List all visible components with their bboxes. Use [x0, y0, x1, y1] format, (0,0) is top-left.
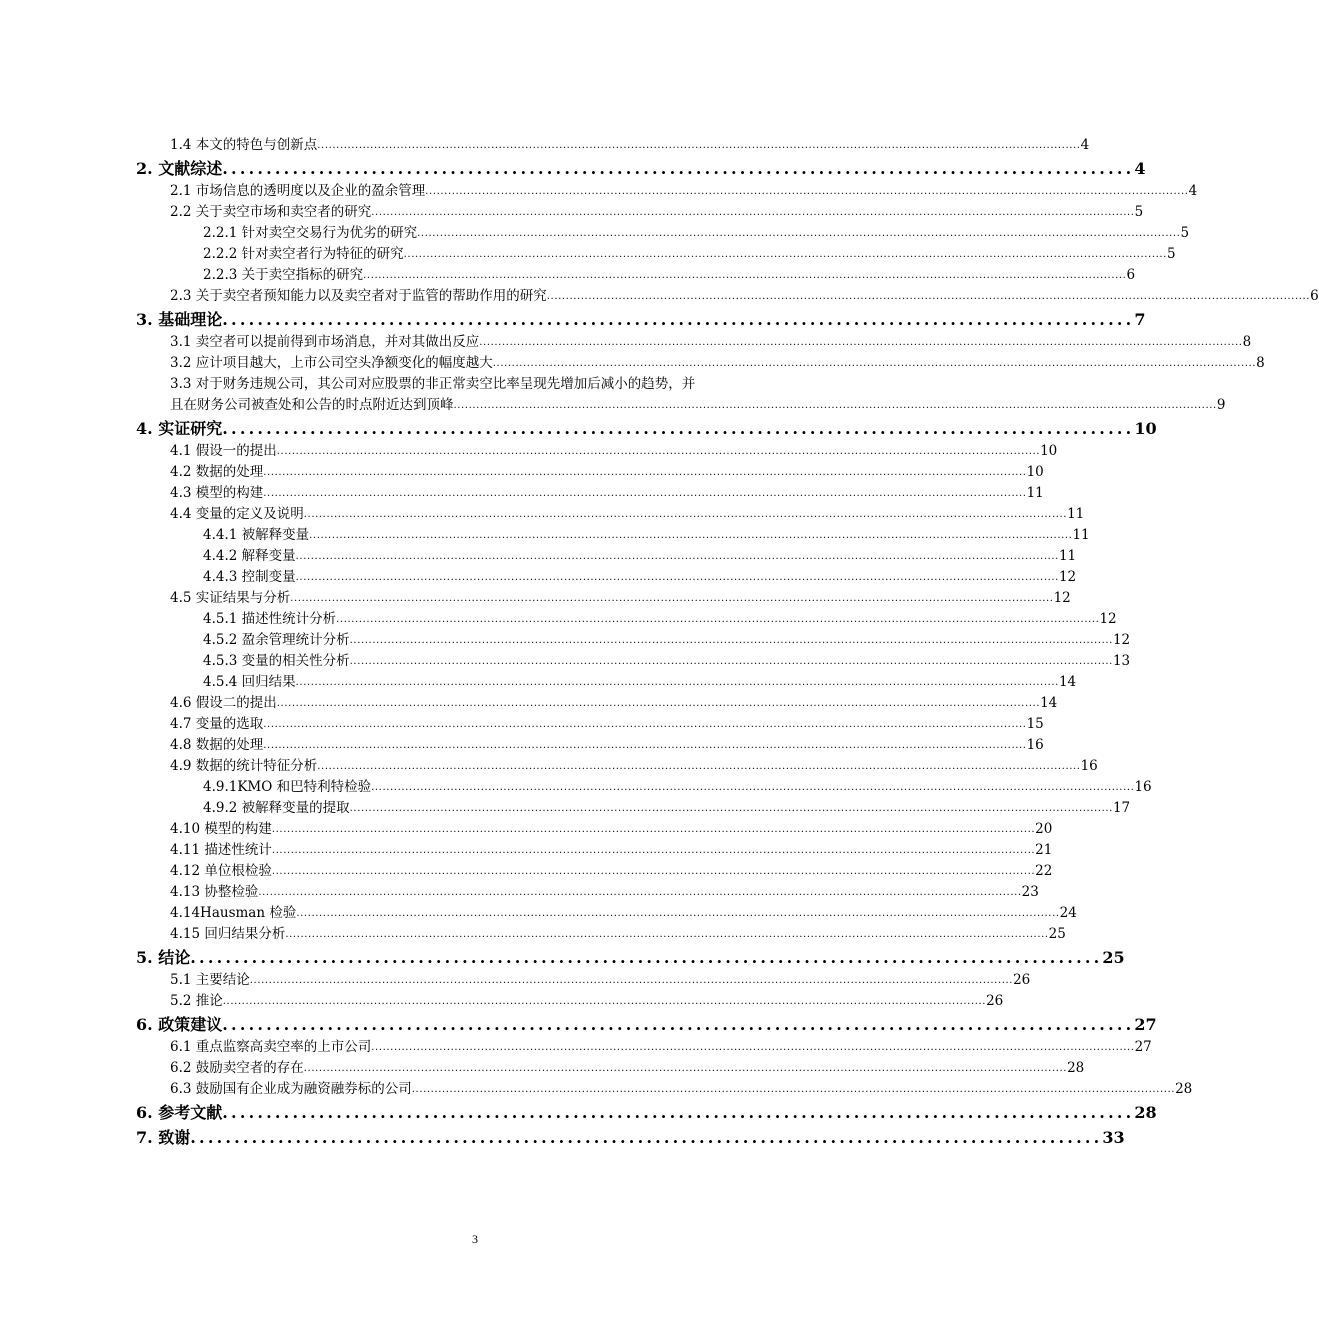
toc-chapter-title: 5. 结论 [136, 948, 191, 967]
toc-subentry[interactable] [203, 244, 1176, 265]
dot-leader: .......................................................................................................................................................................................................... [317, 761, 1081, 772]
dot-leader: .......................................................................................................................................................................................................... [249, 975, 1014, 986]
toc-entry[interactable] [170, 353, 1265, 374]
toc-entry-title: 5.2 推论 [170, 993, 223, 1009]
page-number-footer: 3 [472, 1232, 478, 1246]
dot-leader: .......................................................................................................................................................................................................... [492, 358, 1257, 369]
dot-leader: .......................................................................................................................................................................................................... [317, 140, 1081, 151]
toc-entry-title: 4.9 数据的统计特征分析 [170, 758, 318, 774]
toc-page-number: 16 [1080, 758, 1098, 774]
toc-page-number: 15 [1026, 716, 1044, 732]
toc-entry-title: 3.2 应计项目越大，上市公司空头净额变化的幅度越大 [170, 355, 493, 371]
toc-entry-title: 4.12 单位根检验 [170, 863, 272, 879]
dot-leader: .......................................................................................................................................................................................................... [453, 400, 1217, 411]
dot-leader: .......................................................................................................................................................................................................... [295, 677, 1059, 688]
toc-entry[interactable] [170, 181, 1198, 202]
toc-entry[interactable] [170, 819, 1053, 840]
toc-page-number: 20 [1035, 821, 1053, 837]
toc-entry-title-line2: 且在财务公司被查处和公告的时点附近达到顶峰 [170, 397, 454, 413]
toc-entry-title-line1: 3.3 对于财务违规公司，其公司对应股票的非正常卖空比率呈现先增加后减小的趋势，并 [170, 376, 696, 392]
toc-page-number: 33 [1102, 1128, 1125, 1147]
dot-leader: .......................................................................................................................................................................................................... [295, 551, 1059, 562]
dot-leader: ........................................................................................................ [222, 310, 1135, 329]
toc-entry[interactable] [170, 882, 1039, 903]
dot-leader: ........................................................................................................ [222, 1015, 1135, 1034]
toc-entry[interactable] [170, 903, 1077, 924]
toc-entry-title: 4.5.1 描述性统计分析 [203, 611, 337, 627]
toc-chapter-title: 6. 参考文献 [136, 1103, 223, 1122]
toc-entry-title: 1.4 本文的特色与创新点 [170, 137, 318, 153]
toc-page-number: 12 [1112, 632, 1131, 648]
toc-page-number: 28 [1134, 1103, 1157, 1122]
dot-leader: .......................................................................................................................................................................................................... [263, 719, 1027, 730]
toc-page-number: 16 [1026, 737, 1044, 753]
toc-chapter-title: 7. 致谢 [136, 1128, 191, 1147]
toc-entry[interactable] [170, 1058, 1085, 1079]
toc-page-number: 25 [1048, 926, 1066, 942]
dot-leader: .......................................................................................................................................................................................................... [363, 270, 1127, 281]
toc-entry[interactable] [170, 483, 1044, 504]
toc-entry-title: 4.15 回归结果分析 [170, 926, 286, 942]
toc-chapter-entry[interactable] [136, 945, 1125, 970]
toc-page-number: 11 [1058, 548, 1077, 564]
toc-entry[interactable] [170, 504, 1085, 525]
dot-leader: .......................................................................................................................................................................................................... [263, 488, 1027, 499]
toc-entry-title: 2.2.3 关于卖空指标的研究 [203, 267, 364, 283]
toc-page-number: 4 [1134, 159, 1146, 178]
dot-leader: .......................................................................................................................................................................................................... [425, 186, 1189, 197]
toc-entry-title: 5.1 主要结论 [170, 972, 250, 988]
dot-leader: .......................................................................................................................................................................................................... [411, 1084, 1176, 1095]
toc-page-number: 12 [1058, 569, 1077, 585]
toc-entry[interactable] [170, 1079, 1193, 1100]
table-of-contents [0, 135, 1319, 1150]
toc-page-number: 22 [1035, 863, 1053, 879]
toc-entry-title: 4.8 数据的处理 [170, 737, 264, 753]
toc-page-number: 5 [1166, 246, 1176, 262]
toc-entry-title: 4.5.4 回归结果 [203, 674, 296, 690]
toc-entry[interactable] [170, 588, 1071, 609]
toc-page-number: 17 [1112, 800, 1131, 816]
toc-entry-title: 4.2 数据的处理 [170, 464, 264, 480]
dot-leader: .......................................................................................................................................................................................................... [263, 467, 1027, 478]
toc-chapter-title: 4. 实证研究 [136, 419, 223, 438]
toc-page-number: 7 [1134, 310, 1146, 329]
toc-entry-title: 4.14Hausman 检验 [170, 905, 297, 921]
toc-entry[interactable] [170, 1037, 1152, 1058]
toc-entry-title: 2.2.1 针对卖空交易行为优劣的研究 [203, 225, 418, 241]
toc-page-number: 8 [1256, 355, 1265, 371]
toc-entry-title: 4.5 实证结果与分析 [170, 590, 291, 606]
toc-entry-title: 6.3 鼓励国有企业成为融资融券标的公司 [170, 1081, 412, 1097]
toc-page-number: 4 [1080, 137, 1090, 153]
toc-chapter-entry[interactable] [136, 1100, 1157, 1125]
dot-leader: .......................................................................................................................................................................................................... [371, 207, 1135, 218]
toc-entry[interactable] [170, 135, 1090, 156]
toc-entry[interactable] [170, 756, 1098, 777]
toc-entry-title: 3.1 卖空者可以提前得到市场消息，并对其做出反应 [170, 334, 480, 350]
toc-page-number: 21 [1035, 842, 1053, 858]
toc-chapter-entry[interactable] [136, 156, 1146, 181]
toc-entry-title: 4.5.2 盈余管理统计分析 [203, 632, 350, 648]
toc-page-number: 14 [1058, 674, 1077, 690]
toc-subentry[interactable] [203, 609, 1117, 630]
toc-chapter-title: 3. 基础理论 [136, 310, 223, 329]
dot-leader: .......................................................................................................................................................................................................... [417, 228, 1181, 239]
dot-leader: .......................................................................................................................................................................................................... [271, 824, 1036, 835]
toc-page-number: 13 [1112, 653, 1131, 669]
toc-subentry[interactable] [203, 672, 1077, 693]
toc-subentry[interactable] [203, 567, 1077, 588]
toc-page-number: 12 [1099, 611, 1117, 627]
dot-leader: ........................................................................................................ [190, 1128, 1103, 1147]
toc-entry[interactable] [170, 840, 1053, 861]
toc-entry-multiline[interactable] [170, 374, 1226, 416]
toc-page-number: 24 [1059, 905, 1077, 921]
toc-entry-title: 4.1 假设一的提出 [170, 443, 277, 459]
toc-page-number: 5 [1180, 225, 1190, 241]
dot-leader: ........................................................................................................ [222, 419, 1135, 438]
toc-chapter-entry[interactable] [136, 307, 1146, 332]
dot-leader: ........................................................................................................ [190, 948, 1103, 967]
toc-entry-title: 2.1 市场信息的透明度以及企业的盈余管理 [170, 183, 426, 199]
toc-chapter-title: 6. 政策建议 [136, 1015, 223, 1034]
toc-subentry[interactable] [203, 630, 1131, 651]
toc-page-number: 4 [1188, 183, 1198, 199]
toc-entry-title: 2.2 关于卖空市场和卖空者的研究 [170, 204, 372, 220]
toc-entry-title: 4.9.1KMO 和巴特利特检验 [203, 779, 372, 795]
dot-leader: .......................................................................................................................................................................................................... [222, 996, 987, 1007]
toc-entry-title: 4.9.2 被解释变量的提取 [203, 800, 350, 816]
toc-chapter-entry[interactable] [136, 416, 1157, 441]
dot-leader: .......................................................................................................................................................................................................... [309, 530, 1073, 541]
dot-leader: .......................................................................................................................................................................................................... [349, 656, 1113, 667]
dot-leader: .......................................................................................................................................................................................................... [479, 337, 1243, 348]
toc-entry[interactable] [170, 970, 1031, 991]
toc-page-number: 11 [1067, 506, 1085, 522]
toc-entry-title: 4.4 变量的定义及说明 [170, 506, 304, 522]
toc-page-number: 23 [1021, 884, 1039, 900]
dot-leader: .......................................................................................................................................................................................................... [403, 249, 1167, 260]
toc-entry[interactable] [170, 286, 1319, 307]
toc-chapter-entry[interactable] [136, 1012, 1157, 1037]
toc-entry[interactable] [170, 441, 1058, 462]
toc-page-number: 6 [1126, 267, 1136, 283]
toc-entry-title: 4.13 协整检验 [170, 884, 259, 900]
dot-leader: .......................................................................................................................................................................................................... [371, 1042, 1135, 1053]
dot-leader: .......................................................................................................................................................................................................... [303, 1063, 1068, 1074]
toc-subentry[interactable] [203, 265, 1136, 286]
toc-entry[interactable] [170, 714, 1044, 735]
dot-leader: ........................................................................................................ [222, 1103, 1135, 1122]
toc-entry-title: 4.10 模型的构建 [170, 821, 272, 837]
dot-leader: .......................................................................................................................................................................................................... [258, 887, 1022, 898]
toc-page-number: 16 [1134, 779, 1152, 795]
toc-entry[interactable] [170, 861, 1053, 882]
toc-entry[interactable] [170, 462, 1044, 483]
toc-entry-title: 4.3 模型的构建 [170, 485, 264, 501]
toc-subentry[interactable] [203, 651, 1131, 672]
dot-leader: .......................................................................................................................................................................................................... [296, 908, 1060, 919]
toc-entry-title: 4.11 描述性统计 [170, 842, 272, 858]
toc-entry-title: 6.2 鼓励卖空者的存在 [170, 1060, 304, 1076]
dot-leader: ........................................................................................................ [222, 159, 1135, 178]
toc-page-number: 25 [1102, 948, 1125, 967]
toc-page-number: 6 [1310, 288, 1319, 304]
toc-page-number: 10 [1134, 419, 1157, 438]
dot-leader: .......................................................................................................................................................................................................... [276, 698, 1041, 709]
toc-chapter-title: 2. 文献综述 [136, 159, 223, 178]
dot-leader: .......................................................................................................................................................................................................... [285, 929, 1049, 940]
toc-entry-title: 4.4.2 解释变量 [203, 548, 296, 564]
dot-leader: .......................................................................................................................................................................................................... [371, 782, 1135, 793]
toc-page-number: 10 [1026, 464, 1044, 480]
toc-page-number: 11 [1026, 485, 1044, 501]
toc-page-number: 10 [1040, 443, 1058, 459]
toc-page-number: 11 [1072, 527, 1090, 543]
toc-page-number: 27 [1134, 1039, 1152, 1055]
toc-entry-title: 4.5.3 变量的相关性分析 [203, 653, 350, 669]
dot-leader: .......................................................................................................................................................................................................... [349, 803, 1113, 814]
toc-page-number: 12 [1053, 590, 1071, 606]
toc-page-number: 27 [1134, 1015, 1157, 1034]
toc-page-number: 5 [1134, 204, 1144, 220]
toc-entry[interactable] [170, 735, 1044, 756]
toc-entry-title: 4.7 变量的选取 [170, 716, 264, 732]
toc-entry[interactable] [170, 991, 1004, 1012]
toc-entry[interactable] [170, 202, 1144, 223]
toc-page-number: 8 [1242, 334, 1252, 350]
dot-leader: .......................................................................................................................................................................................................... [271, 866, 1036, 877]
toc-page-number: 28 [1067, 1060, 1085, 1076]
toc-page-number: 26 [1013, 972, 1031, 988]
toc-page-number: 28 [1175, 1081, 1193, 1097]
dot-leader: .......................................................................................................................................................................................................... [546, 291, 1311, 302]
toc-entry-title: 4.4.3 控制变量 [203, 569, 296, 585]
toc-subentry[interactable] [203, 223, 1190, 244]
toc-entry-title: 6.1 重点监察高卖空率的上市公司 [170, 1039, 372, 1055]
toc-entry[interactable] [170, 693, 1058, 714]
dot-leader: .......................................................................................................................................................................................................... [303, 509, 1068, 520]
toc-chapter-entry[interactable] [136, 1125, 1125, 1150]
toc-page-number: 26 [986, 993, 1004, 1009]
dot-leader: .......................................................................................................................................................................................................... [271, 845, 1036, 856]
toc-subentry[interactable] [203, 546, 1077, 567]
dot-leader: .......................................................................................................................................................................................................... [263, 740, 1027, 751]
toc-subentry[interactable] [203, 798, 1131, 819]
dot-leader: .......................................................................................................................................................................................................... [290, 593, 1054, 604]
toc-subentry[interactable] [203, 777, 1152, 798]
toc-page-number: 14 [1040, 695, 1058, 711]
toc-entry-title: 4.6 假设二的提出 [170, 695, 277, 711]
dot-leader: .......................................................................................................................................................................................................... [295, 572, 1059, 583]
toc-entry-title: 4.4.1 被解释变量 [203, 527, 310, 543]
toc-entry-title: 2.2.2 针对卖空者行为特征的研究 [203, 246, 404, 262]
toc-entry[interactable] [170, 924, 1066, 945]
dot-leader: .......................................................................................................................................................................................................... [276, 446, 1041, 457]
toc-entry[interactable] [170, 332, 1252, 353]
dot-leader: .......................................................................................................................................................................................................... [336, 614, 1100, 625]
toc-subentry[interactable] [203, 525, 1090, 546]
toc-page-number: 9 [1216, 397, 1226, 413]
dot-leader: .......................................................................................................................................................................................................... [349, 635, 1113, 646]
toc-entry-title: 2.3 关于卖空者预知能力以及卖空者对于监管的帮助作用的研究 [170, 288, 547, 304]
